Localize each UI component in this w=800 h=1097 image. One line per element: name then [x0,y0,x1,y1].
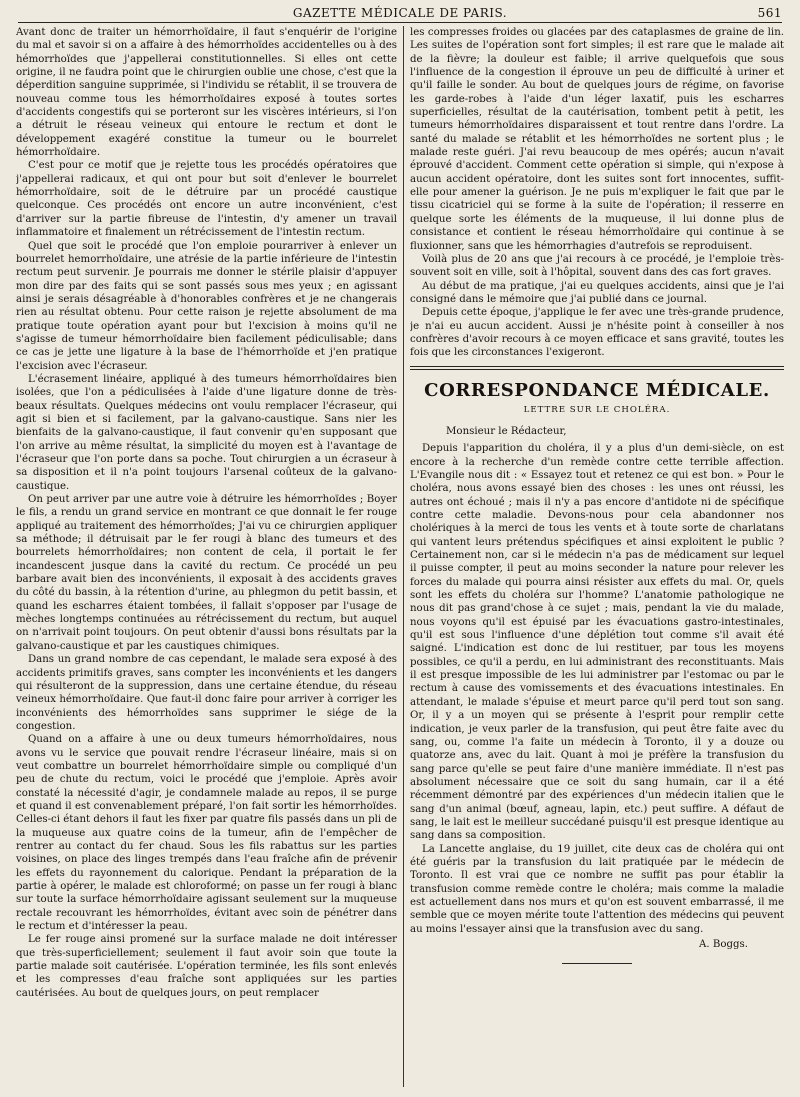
signature: A. Boggs. [699,939,748,950]
left-column [16,26,397,1089]
running-head [18,4,782,23]
salutation: Monsieur le Rédacteur, [446,425,567,437]
paragraph: Depuis cette époque, j'applique le fer avec une très-grande prudence, je n'ai eu aucun accident. Aussi je n'hésite point à conseiller à nos confrères d'avoir recours à ce moyen efficace et sans gravité, toutes les fois que les circonstances l'exigeront. [410,307,784,359]
letter-paragraph: La Lancette anglaise, du 19 juillet, cite deux cas de choléra qui ont été guéris par la transfusion du lait pratiquée par le médecin de Toronto. Il est vrai que ce nombre ne suffit pas pour établir la transfusion comme remède contre le choléra; mais comme la maladie est actuellement dans nos murs et qu'on est souvent embarrassé, il me semble que ce moyen mérite toute l'attention des médecins qui peuvent au moins l'essayer ainsi que la transfusion avec du sang. [410,843,784,935]
paragraph: C'est pour ce motif que je rejette tous les procédés opératoires que j'appellerai radicaux, et qui ont pour but soit d'enlever le bourrelet hémorrhoïdaire, soit de le détruire par un procédé caustique quelconque. Ces procédés ont encore un autre inconvénient, c'est d'arriver sur la partie fibreuse de l'intestin, d'y amener un travail inflammatoire et finalement un rétrécissement de l'intestin rectum. [16,160,397,239]
paragraph: Voilà plus de 20 ans que j'ai recours à ce procédé, je l'emploie très-souvent soit en ville, soit à l'hôpital, souvent dans des cas fort graves. [410,253,784,279]
paragraph: L'écrasement linéaire, appliqué à des tumeurs hémorrhoïdaires bien isolées, que l'on a pédiculisées à l'aide d'une ligature donne de très-beaux résultats. Quelques médecins ont voulu remplacer l'écraseur, qui agit si bien et si facilement, par la galvano-caustique. Sans nier les bienfaits de la galvano-caustique, il faut convenir qu'en supposant que l'on arrive au même résultat, la simplicité du moyen est à l'avantage de l'écraseur que l'on porte dans sa poche. Tout chirurgien a un écraseur à sa disposition et il n'a point toujours l'arsenal coûteux de la galvano-caustique. [16,373,397,492]
column-divider [403,26,404,1087]
section-subtitle: LETTRE SUR LE CHOLÉRA. [523,404,671,415]
end-rule [562,963,632,964]
paragraph: Avant donc de traiter un hémorrhoïdaire, il faut s'enquérir de l'origine du mal et savoir si on a affaire à des hémorrhoïdes accidentelles ou à des hémorrhoïdes que j'appellerai constitutionnelles. Si elles ont cette origine, il ne faudra point que le chirurgien oublie une chose, c'est que la déperdition sanguine supprimée, si l'individu se rétablit, il se trouvera de nouveau comme tous les hémorrhoïdaires exposé à toutes sortes d'accidents congestifs qui se porteront sur les viscères intérieurs, si l'on a détruit le réseau veineux qui entoure le rectum et dont le développement exagéré constitue la tumeur ou le bourrelet hémorrhoïdaire. [16,27,397,159]
paragraph: Au début de ma pratique, j'ai eu quelques accidents, ainsi que je l'ai consigné dans le mémoire que j'ai publié dans ce journal. [410,280,784,305]
paragraph-continuation: les compresses froides ou glacées par des cataplasmes de graine de lin. Les suites de l'opération sont fort simples; il est rare que le malade ait de la fièvre; la douleur est faible; il arrive quelquefois que sous l'influence de la congestion il éprouve un peu de difficulté à uriner et qu'il faille le sonder. Au bout de quelques jours de régime, on favorise les garde-robes à l'aide d'un léger laxatif, puis les escharres superficielles, résultat de la cautérisation, tombent petit à petit, les tumeurs hémorrhoïdaires disparaissent et tout rentre dans l'ordre. La santé du malade se rétablit et les hémorrhoïdes ne sortent plus ; le malade reste guéri. J'ai revu beaucoup de mes opérés; aucun n'avait éprouvé d'accident. Comment cette opération si simple, qui n'expose à aucun accident opératoire, dont les suites sont fort innocentes, suffit-elle pour amener la guérison. Je ne puis m'expliquer le fait que par le tissu cicatriciel qui se forme à la suite de l'opération; il resserre en quelque sorte les éléments de la muqueuse, il lui donne plus de consistance et contient le réseau hémorrhoïdaire qui continue à se fluxionner, sans que les hémorrhagies d'autrefois se reproduisent. [410,27,784,252]
section-divider [410,366,784,370]
page-number: 561 [757,6,782,20]
paragraph: Le fer rouge ainsi promené sur la surface malade ne doit intéresser que très-superficiellement; seulement il faut avoir soin que toute la partie malade soit cautérisée. L'opération terminée, les fils sont enlevés et les compresses d'eau fraîche sont appliquées sur les parties cautérisées. Au bout de quelques jours, on peut remplacer [16,934,397,999]
right-column [410,26,784,1089]
section-title: CORRESPONDANCE MÉDICALE. [424,379,770,401]
paragraph: Quel que soit le procédé que l'on emploie pourarriver à enlever un bourrelet hemorrhoïdaire, une atrésie de la partie inférieure de l'intestin rectum peut survenir. Je pourrais me donner le stérile plaisir d'appuyer mon dire par des faits qui se sont passés sous mes yeux ; en agissant ainsi je serais désagréable à d'honorables confrères et je ne changerais rien au résultat obtenu. Pour cette raison je rejette absolument de ma pratique toute opération ayant pour but l'excision à moins qu'il ne s'agisse de tumeur hémorrhoïdaire bien facilement pédiculisable; dans ce cas je jette une ligature à la base de l'hémorrhoïde et j'en pratique l'excision avec l'écraseur. [16,240,397,372]
letter-paragraph: Depuis l'apparition du choléra, il y a plus d'un demi-siècle, on est encore à la recherche d'un remède contre cette terrible affection. L'Evangile nous dit : « Essayez tout et retenez ce qui est bon. » Pour le choléra, nous avons essayé bien des choses : les unes ont réussi, les autres ont échoué ; mais il n'y a pas encore d'antidote ni de spécifique contre cette maladie. Devons-nous pour cela abandonner nos cholériques à la merci de tous les vents et à toute sorte de charlatans qui vantent leurs prétendus spécifiques et ainsi exploitent le public ? Certainement non, car si le médecin n'a pas de médicament sur lequel il puisse compter, il peut au moins seconder la nature pour relever les forces du malade qui pourra ainsi résister aux effets du mal. Or, quels sont les effets du choléra sur l'homme? L'anatomie pathologique ne nous dit pas grand'chose à ce sujet ; mais, pendant la vie du malade, nous voyons qu'il est épuisé par les évacuations gastro-intestinales, qu'il est sous l'influence d'une déplétion tout comme s'il avait été saigné. L'indication est donc de lui restituer, par tous les moyens possibles, ce qu'il a perdu, en lui administrant des reconstituants. Mais il est presque impossible de les lui administrer par l'estomac ou par le rectum à cause des vomissements et des évacuations intestinales. En attendant, le malade s'épuise et meurt parce qu'il perd tout son sang. Or, il y a un moyen qui se présente à l'esprit pour remplir cette indication, je veux parler de la transfusion, qui peut être faite avec du sang, ou, comme l'a faite un médecin à Toronto, il y a douze ou quatorze ans, avec du lait. Quant à moi je préfère la transfusion du sang parce qu'elle se peut faire d'une manière immédiate. Il n'est pas absolument nécessaire que ce soit du sang humain, car il a été récemment démontré par des expériences d'un médecin italien que le sang d'un animal (bœuf, agneau, lapin, etc.) peut suffire. A défaut de sang, le lait est le meilleur succédané puisqu'il est presque identique au sang dans sa composition. [410,443,784,842]
paragraph: Dans un grand nombre de cas cependant, le malade sera exposé à des accidents primitifs graves, sans compter les inconvénients et les dangers qui résulteront de la suppression, dans une certaine étendue, du réseau veineux hémorrhoïdaire. Que faut-il donc faire pour arriver à corriger les inconvénients des hémorrhoïdes sans supprimer le siége de la congestion. [16,654,397,732]
paragraph: Quand on a affaire à une ou deux tumeurs hémorrhoïdaires, nous avons vu le service que pouvait rendre l'écraseur linéaire, mais si on veut combattre un bourrelet hémorrhoïdaire simple ou compliqué d'un peu de chute du rectum, voici le procédé que j'emploie. Après avoir constaté la nécessité d'agir, je condamnele malade au repos, il se purge et quand il est convenablement préparé, l'on fait sortir les hémorrhoïdes. Celles-ci étant dehors il faut les fixer par quatre fils passés dans un pli de la muqueuse aux quatre coins de la tumeur, afin de l'empêcher de rentrer au contact du fer chaud. Sous les fils rabattus sur les parties voisines, on place des linges trempés dans l'eau fraîche afin de prévenir les effets du rayonnement du calorique. Pendant la préparation de la partie à opérer, le malade est chloroformé; on passe un fer rougi à blanc sur toute la surface hémorrhoïdaire agissant seulement sur la muqueuse rectale recouvrant les hémorrhoïdes, évitant avec soin de pénétrer dans le rectum et d'intéresser la peau. [16,734,397,933]
paragraph: On peut arriver par une autre voie à détruire les hémorrhoïdes ; Boyer le fils, a rendu un grand service en montrant ce que donnait le fer rouge appliqué au traitement des hémorrhoïdes; J'ai vu ce chirurgien appliquer sa méthode; il détruisait par le fer rougi à blanc des tumeurs et des bourrelets hémorrhoïdaires; non content de cela, il portait le fer incandescent jusque dans la cavité du rectum. Ce procédé un peu barbare avait bien des inconvénients, il exposait à des accidents graves du côté du bassin, à la rétention d'urine, au phlegmon du petit bassin, et quand les escharres étaient tombées, il fallait s'opposer par l'usage de mèches longtemps continuées au rétrécissement du rectum, but auquel on n'arrivait point toujours. On peut obtenir d'aussi bons résultats par la galvano-caustique et par les caustiques chimiques. [16,494,397,652]
journal-title: GAZETTE MÉDICALE DE PARIS. [292,6,508,20]
